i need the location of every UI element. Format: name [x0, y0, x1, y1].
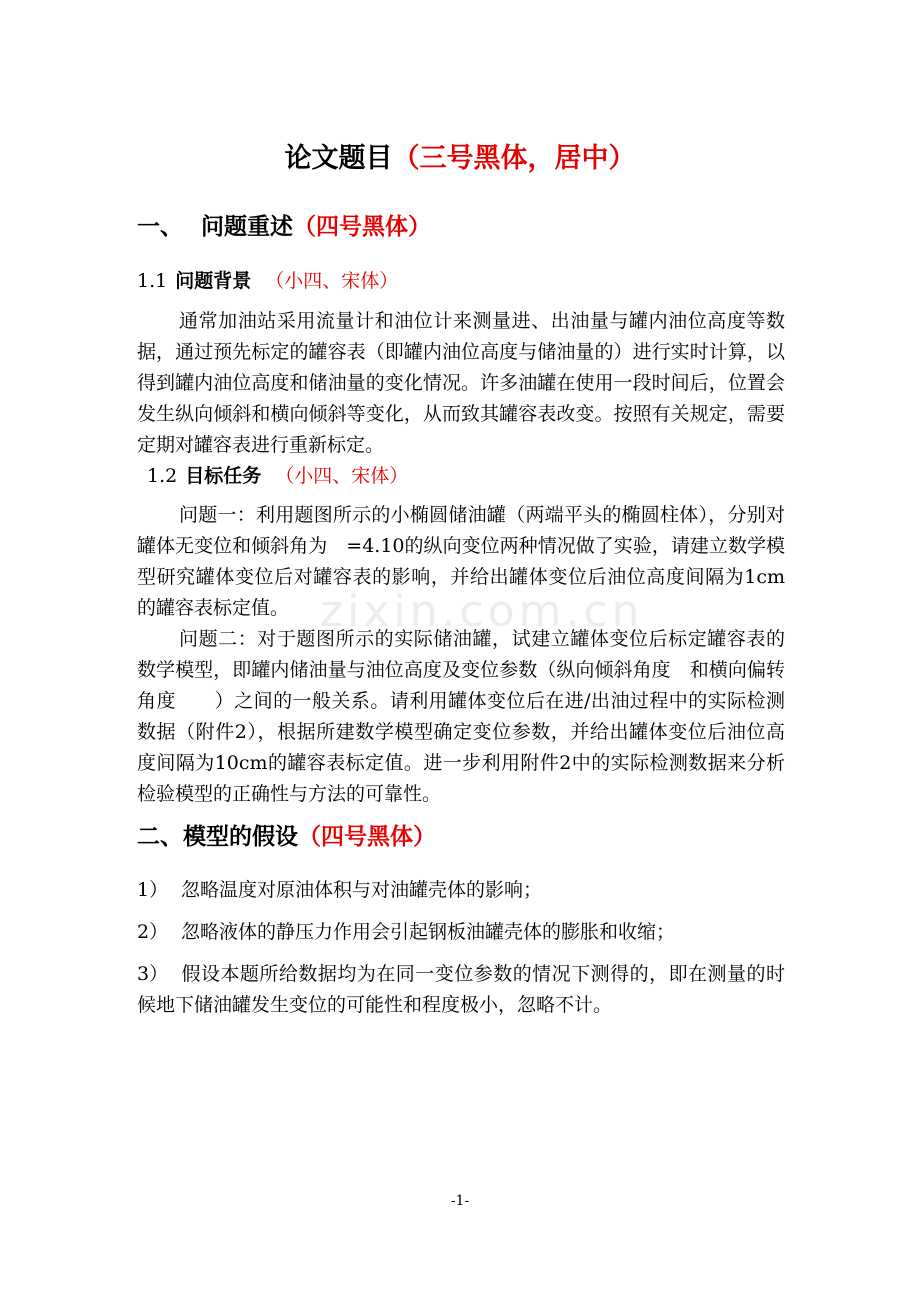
section-1-format-note: （四号黑体）	[293, 214, 431, 240]
section-2-number: 二、	[137, 824, 183, 850]
subsection-1-1-number: 1.1	[137, 270, 168, 292]
assumption-text: 忽略液体的静压力作用会引起钢板油罐壳体的膨胀和收缩；	[181, 921, 676, 943]
section-1-label: 问题重述	[201, 214, 293, 240]
subsection-1-2-heading	[147, 461, 408, 488]
problem-1-paragraph: 问题一：利用题图所示的小椭圆储油罐（两端平头的椭圆柱体），分别对罐体无变位和倾斜角为 =4.10的纵向变位两种情况做了实验，请建立数学模型研究罐体变位后对罐容表的影响，并给出罐体变位后油位高度间隔为1cm的罐容表标定值。	[137, 504, 785, 619]
page-number: -1-	[450, 1193, 470, 1209]
section-2-label: 模型的假设	[183, 824, 298, 850]
subsection-1-1-heading	[137, 266, 398, 293]
assumption-marker: 3）	[137, 963, 169, 985]
title-format-note: （三号黑体，居中）	[392, 143, 636, 174]
subsection-1-1-label: 问题背景	[175, 270, 252, 292]
section-1-heading	[137, 208, 431, 241]
assumption-item	[137, 917, 785, 948]
assumption-item	[137, 959, 785, 1021]
assumption-marker: 2）	[137, 921, 169, 943]
assumption-marker: 1）	[137, 879, 169, 901]
section-2-format-note: （四号黑体）	[298, 824, 436, 850]
assumption-item	[137, 875, 785, 906]
title-text: 论文题目	[284, 143, 393, 174]
section-1-number: 一、	[137, 214, 183, 240]
subsection-1-2-label: 目标任务	[185, 465, 262, 487]
section-2-heading	[137, 818, 436, 851]
watermark: zixin.com.cn	[320, 586, 644, 637]
paper-title	[0, 136, 920, 175]
assumption-text: 忽略温度对原油体积与对油罐壳体的影响；	[181, 879, 543, 901]
assumption-text: 假设本题所给数据均为在同一变位参数的情况下测得的，即在测量的时候地下储油罐发生变位的可能性和程度极小，忽略不计。	[137, 963, 785, 1016]
subsection-1-2-format-note: （小四、宋体）	[275, 465, 409, 487]
subsection-1-2-number: 1.2	[147, 465, 178, 487]
problem-2-paragraph: 问题二：对于题图所示的实际储油罐，试建立罐体变位后标定罐容表的数学模型，即罐内储油量与油位高度及变位参数（纵向倾斜角度 和横向偏转角度 ）之间的一般关系。请利用罐体变位后在进/出油过程中的实际检测数据（附件2），根据所建数学模型确定变位参数，并给出罐体变位后油位高度间隔为10cm的罐容表标定值。进一步利用附件2中的实际检测数据来分析检验模型的正确性与方法的可靠性。	[137, 628, 785, 805]
background-paragraph: 通常加油站采用流量计和油位计来测量进、出油量与罐内油位高度等数据，通过预先标定的罐容表（即罐内油位高度与储油量的）进行实时计算，以得到罐内油位高度和储油量的变化情况。许多油罐在使用一段时间后，位置会发生纵向倾斜和横向倾斜等变化，从而致其罐容表改变。按照有关规定，需要定期对罐容表进行重新标定。	[137, 310, 785, 456]
subsection-1-1-format-note: （小四、宋体）	[265, 270, 399, 292]
